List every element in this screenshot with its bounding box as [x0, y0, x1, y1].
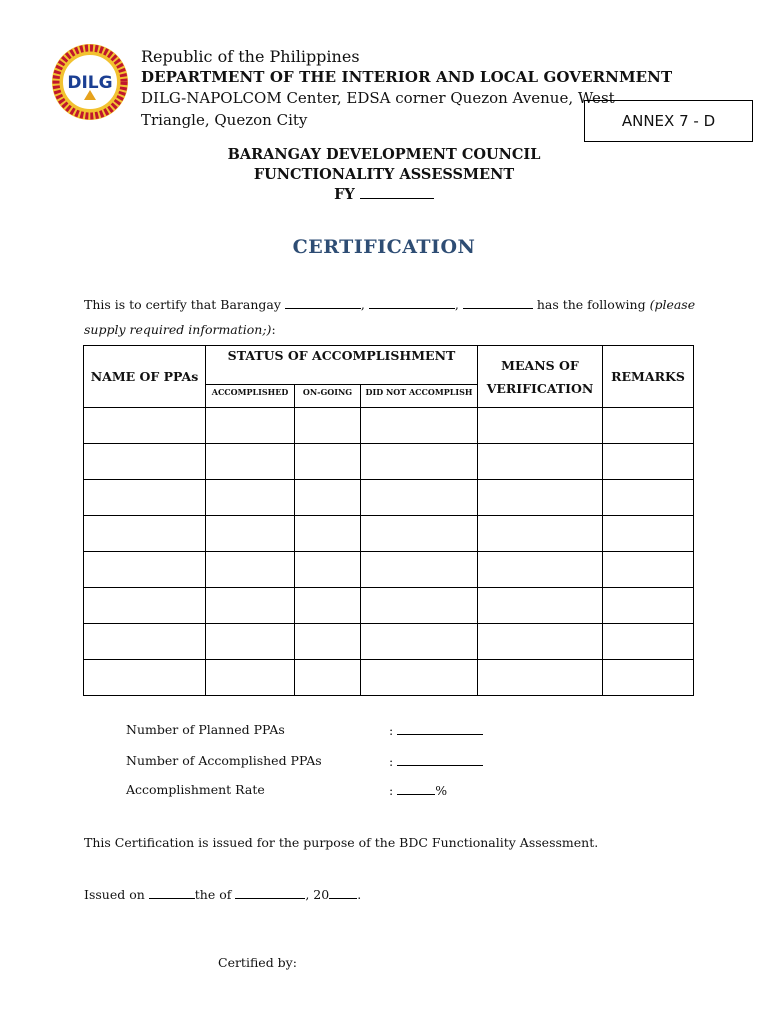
col-header-means-1: MEANS OF	[501, 357, 579, 373]
table-cell[interactable]	[603, 660, 694, 696]
table-cell[interactable]	[478, 480, 603, 516]
header-line-department: DEPARTMENT OF THE INTERIOR AND LOCAL GOVERNMENT	[141, 68, 673, 86]
svg-text:DILG: DILG	[67, 73, 113, 93]
table-cell[interactable]	[206, 516, 295, 552]
table-cell[interactable]	[206, 660, 295, 696]
barangay-blank[interactable]	[285, 296, 361, 309]
ppa-table	[83, 345, 694, 696]
table-cell[interactable]	[361, 588, 478, 624]
intro-sep: ,	[360, 297, 365, 312]
issued-end: .	[357, 887, 362, 902]
intro-end: :	[271, 322, 276, 337]
fy-label: FY	[334, 186, 355, 203]
accomplishment-rate-label: Accomplishment Rate	[126, 782, 265, 797]
subheader-did-not: DID NOT ACCOMPLISH	[361, 385, 478, 408]
subheader-accomplished: ACCOMPLISHED	[206, 385, 295, 408]
planned-ppas-label: Number of Planned PPAs	[126, 722, 285, 737]
colon: :	[389, 723, 394, 738]
table-cell[interactable]	[206, 588, 295, 624]
table-cell[interactable]	[295, 588, 361, 624]
intro-suffix: has the following	[536, 297, 646, 312]
table-cell[interactable]	[361, 552, 478, 588]
certified-by-label: Certified by:	[218, 955, 297, 970]
intro-italic: (please	[649, 297, 696, 312]
subheader-ongoing: ON-GOING	[295, 385, 361, 408]
table-cell[interactable]	[361, 624, 478, 660]
issued-year-prefix: , 20	[305, 887, 330, 902]
purpose-statement: This Certification is issued for the purpose of the BDC Functionality Assessment.	[84, 835, 599, 850]
title-council: BARANGAY DEVELOPMENT COUNCIL	[227, 146, 541, 163]
table-row	[84, 516, 694, 552]
province-blank[interactable]	[463, 296, 533, 309]
municipality-blank[interactable]	[369, 296, 455, 309]
col-header-means	[478, 346, 603, 408]
table-cell[interactable]	[478, 552, 603, 588]
table-cell[interactable]	[295, 516, 361, 552]
accomplished-ppas-blank[interactable]	[397, 753, 483, 766]
table-cell[interactable]	[84, 552, 206, 588]
table-cell[interactable]	[295, 660, 361, 696]
table-cell[interactable]	[603, 480, 694, 516]
intro-line-1	[84, 296, 695, 312]
issued-day-blank[interactable]	[149, 886, 195, 899]
table-cell[interactable]	[295, 552, 361, 588]
table-cell[interactable]	[478, 588, 603, 624]
col-header-status: STATUS OF ACCOMPLISHMENT	[206, 346, 478, 385]
table-cell[interactable]	[295, 408, 361, 444]
table-row	[84, 444, 694, 480]
table-cell[interactable]	[84, 516, 206, 552]
table-cell[interactable]	[603, 444, 694, 480]
table-cell[interactable]	[478, 444, 603, 480]
table-cell[interactable]	[295, 480, 361, 516]
table-row	[84, 480, 694, 516]
percent-sign: %	[435, 783, 448, 798]
header-line-republic: Republic of the Philippines	[141, 47, 360, 66]
table-cell[interactable]	[206, 444, 295, 480]
intro-line-2	[84, 322, 276, 337]
table-cell[interactable]	[206, 480, 295, 516]
intro-prefix: This is to certify that Barangay	[84, 297, 281, 312]
table-cell[interactable]	[361, 444, 478, 480]
issued-prefix: Issued on	[84, 887, 145, 902]
planned-ppas-field	[389, 722, 483, 738]
colon: :	[389, 754, 394, 769]
table-cell[interactable]	[478, 408, 603, 444]
table-cell[interactable]	[603, 588, 694, 624]
accomplished-ppas-field	[389, 753, 483, 769]
table-cell[interactable]	[295, 624, 361, 660]
col-header-name: NAME OF PPAs	[84, 346, 206, 408]
table-cell[interactable]	[206, 408, 295, 444]
col-header-means-2: VERIFICATION	[486, 380, 594, 396]
table-cell[interactable]	[478, 516, 603, 552]
table-cell[interactable]	[84, 444, 206, 480]
table-cell[interactable]	[603, 552, 694, 588]
intro-italic-cont: supply required information;)	[84, 322, 272, 337]
accomplished-ppas-label: Number of Accomplished PPAs	[126, 753, 322, 768]
issued-mid: the of	[194, 887, 232, 902]
table-cell[interactable]	[295, 444, 361, 480]
colon: :	[389, 783, 394, 798]
header-line-address: DILG-NAPOLCOM Center, EDSA corner Quezon Avenue, West	[141, 89, 615, 107]
issued-month-blank[interactable]	[235, 886, 305, 899]
table-cell[interactable]	[361, 660, 478, 696]
table-row	[84, 552, 694, 588]
issued-year-blank[interactable]	[329, 886, 357, 899]
table-cell[interactable]	[206, 552, 295, 588]
table-cell[interactable]	[478, 660, 603, 696]
table-cell[interactable]	[478, 624, 603, 660]
dilg-logo	[50, 42, 130, 122]
table-cell[interactable]	[84, 480, 206, 516]
certification-title: CERTIFICATION	[292, 236, 476, 258]
annex-label: ANNEX 7 - D	[621, 112, 716, 130]
accomplishment-rate-blank[interactable]	[397, 782, 435, 795]
accomplishment-rate-field	[389, 782, 447, 798]
table-cell[interactable]	[361, 480, 478, 516]
issued-on-line	[84, 886, 361, 902]
table-cell[interactable]	[361, 516, 478, 552]
table-cell[interactable]	[84, 660, 206, 696]
intro-sep: ,	[454, 297, 459, 312]
title-fy	[0, 186, 768, 203]
table-row	[84, 588, 694, 624]
title-assessment: FUNCTIONALITY ASSESSMENT	[253, 166, 515, 183]
table-cell[interactable]	[361, 408, 478, 444]
annex-label-box	[584, 100, 753, 142]
table-cell[interactable]	[603, 516, 694, 552]
table-row	[84, 408, 694, 444]
table-cell[interactable]	[603, 408, 694, 444]
col-header-remarks: REMARKS	[603, 346, 694, 408]
table-cell[interactable]	[603, 624, 694, 660]
table-row	[84, 660, 694, 696]
header-line-address-cont: Triangle, Quezon City	[141, 111, 308, 129]
fy-blank[interactable]	[360, 186, 434, 199]
planned-ppas-blank[interactable]	[397, 722, 483, 735]
table-row	[84, 624, 694, 660]
table-cell[interactable]	[206, 624, 295, 660]
table-cell[interactable]	[84, 408, 206, 444]
table-cell[interactable]	[84, 624, 206, 660]
table-cell[interactable]	[84, 588, 206, 624]
